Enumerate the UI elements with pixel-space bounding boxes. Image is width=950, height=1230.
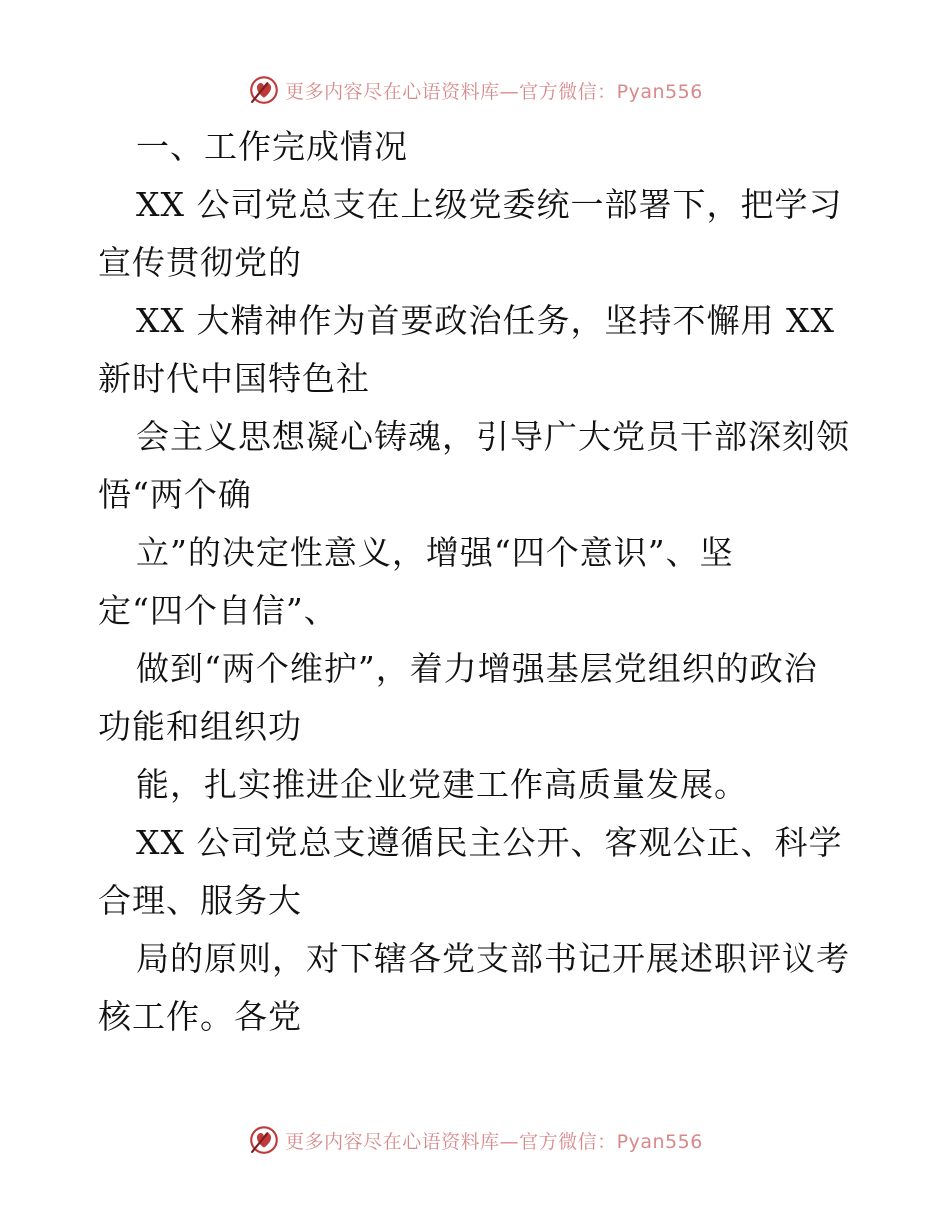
paragraph-line: 做到“两个维护”，着力增强基层党组织的政治: [136, 649, 818, 688]
document-body: [98, 118, 858, 1046]
paragraph-line: 合理、服务大: [98, 881, 302, 920]
paragraph-line: 定“四个自信”、: [98, 591, 338, 630]
watermark-text: 更多内容尽在心语资料库—官方微信：Pyan556: [285, 1130, 703, 1153]
footer-watermark-banner: [0, 1120, 950, 1160]
paragraph-line: 核工作。各党: [98, 997, 302, 1036]
paragraph-line: 立”的决定性意义，增强“四个意识”、坚: [136, 533, 734, 572]
paragraph-line: 会主义思想凝心铸魂，引导广大党员干部深刻领: [136, 417, 850, 456]
paragraph-line: 悟“两个确: [98, 475, 252, 514]
section-heading: 一、工作完成情况: [136, 127, 408, 166]
watermark-text: 更多内容尽在心语资料库—官方微信：Pyan556: [285, 80, 703, 103]
paragraph-line: XX 公司党总支遵循民主公开、客观公正、科学: [136, 823, 843, 862]
paragraph-line: 宣传贯彻党的: [98, 243, 302, 282]
paragraph-line: 能，扎实推进企业党建工作高质量发展。: [136, 765, 748, 804]
header-watermark-banner: [0, 70, 950, 110]
heart-pen-logo-icon: [247, 73, 281, 107]
paragraph-line: 功能和组织功: [98, 707, 302, 746]
paragraph-line: XX 大精神作为首要政治任务，坚持不懈用 XX: [136, 301, 835, 340]
heart-pen-logo-icon: [247, 1123, 281, 1157]
paragraph-line: 局的原则，对下辖各党支部书记开展述职评议考: [136, 939, 850, 978]
paragraph-line: XX 公司党总支在上级党委统一部署下，把学习: [136, 185, 843, 224]
paragraph-line: 新时代中国特色社: [98, 359, 370, 398]
